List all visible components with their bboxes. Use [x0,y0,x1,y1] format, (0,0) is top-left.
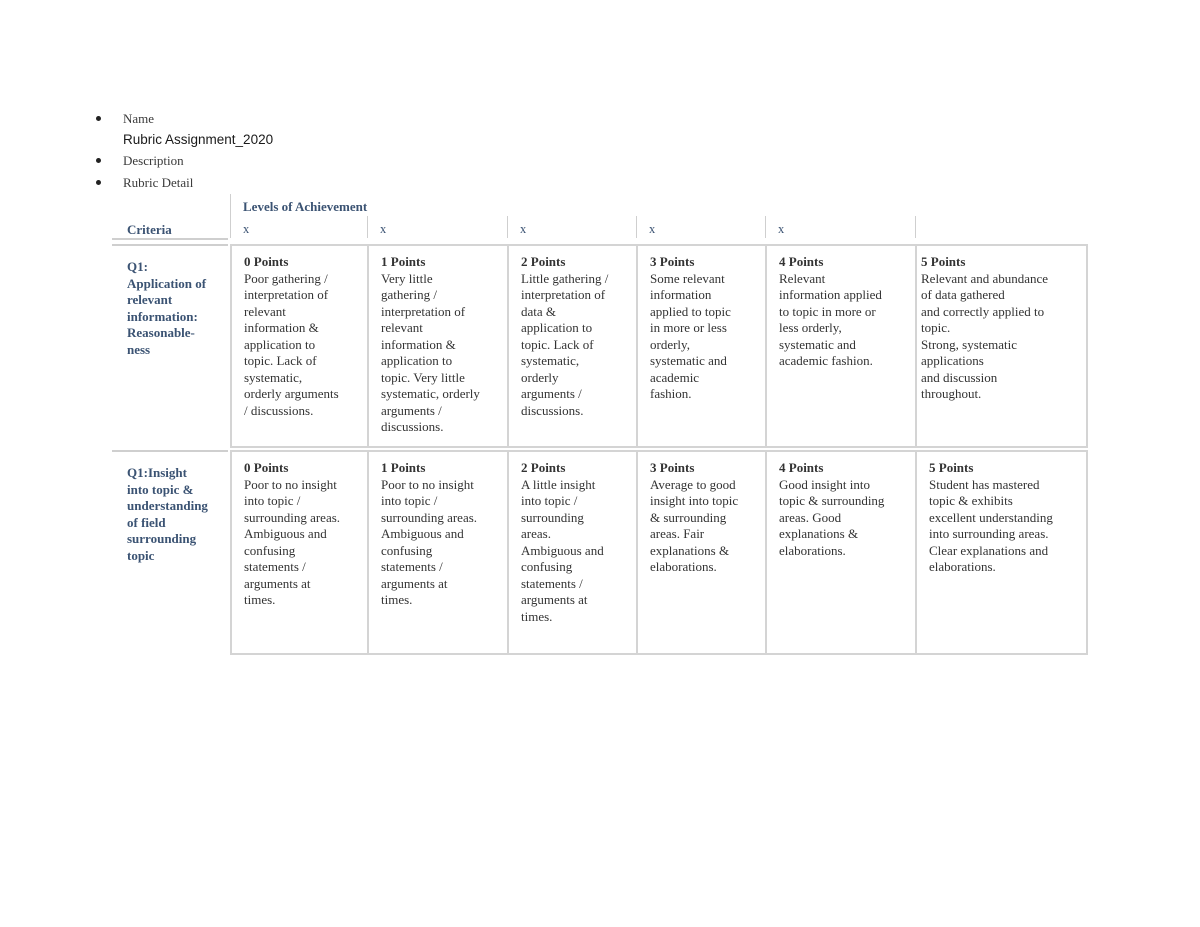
bullet-icon [96,116,101,121]
column-header-label: x [520,222,527,236]
level-description: Poor gathering / interpretation of relevant information & application to topic. Lack of systematic, orderly arguments / discussions. [244,270,339,418]
level-points: 0 Points [244,460,289,475]
level-description: Student has mastered topic & exhibits excellent understanding into surrounding areas. Clear explanations and elaborations. [929,476,1053,574]
level-points: 0 Points [244,254,289,269]
criteria-header-label: Criteria [127,222,172,237]
level-cell [636,244,765,448]
field-label: Name [123,111,155,126]
level-cell [230,244,367,448]
level-points: 2 Points [521,460,566,475]
level-description: Relevant and abundance of data gathered and correctly applied to topic. Strong, systematic applications and discussion throughout. [921,270,1049,401]
column-header [367,216,508,238]
level-description: Average to good insight into topic & surrounding areas. Fair explanations & elaborations. [650,476,739,574]
criterion-label: Q1:Insight into topic & understanding of field surrounding topic [112,450,228,655]
levels-header-label: Levels of Achievement [243,199,368,214]
field-list [93,108,273,194]
field-rubric-detail [93,172,273,194]
level-description: Little gathering / interpretation of data & application to topic. Lack of systematic, orderly arguments / discussions. [521,270,609,418]
column-header-label: x [649,222,656,236]
level-cell [765,244,915,448]
level-points: 2 Points [521,254,566,269]
field-label: Rubric Detail [123,175,194,190]
column-header-row [112,216,1088,240]
level-points: 5 Points [929,460,974,475]
bullet-icon [96,158,101,163]
levels-header [230,194,1089,216]
level-cell [367,450,507,655]
level-description: Good insight into topic & surrounding areas. Good explanations & elaborations. [779,476,885,558]
level-cell [230,450,367,655]
level-cell [367,244,507,448]
column-header-label: x [243,222,250,236]
column-header [230,216,368,238]
level-cell [636,450,765,655]
level-description: Very little gathering / interpretation of relevant information & application to topic. Very little systematic, orderly arguments / discussions. [381,270,480,434]
level-cell [915,244,1088,448]
column-header-label: x [778,222,785,236]
level-description: Relevant information applied to topic in more or less orderly, systematic and academic fashion. [779,270,882,368]
level-description: Poor to no insight into topic / surrounding areas. Ambiguous and confusing statements / arguments at times. [381,476,478,607]
level-cell [765,450,915,655]
level-points: 3 Points [650,254,695,269]
column-header [507,216,637,238]
level-cell [507,244,636,448]
bullet-icon [96,180,101,185]
level-points: 4 Points [779,460,824,475]
column-header-label: x [380,222,387,236]
level-description: Poor to no insight into topic / surrounding areas. Ambiguous and confusing statements / arguments at times. [244,476,341,607]
field-label: Description [123,153,184,168]
column-header [915,216,1089,238]
rubric-row [112,450,1088,655]
level-points: 3 Points [650,460,695,475]
level-points: 1 Points [381,254,426,269]
field-value: Rubric Assignment_2020 [123,132,274,147]
level-cell [915,450,1088,655]
criterion-label: Q1: Application of relevant information: Reasonable- ness [112,244,228,448]
level-points: 4 Points [779,254,824,269]
column-header [765,216,916,238]
level-points: 5 Points [921,254,966,269]
level-description: A little insight into topic / surrounding areas. Ambiguous and confusing statements / arguments at times. [521,476,604,624]
field-description [93,150,273,172]
rubric-row [112,244,1088,448]
level-cell [507,450,636,655]
level-points: 1 Points [381,460,426,475]
field-name [93,108,273,150]
column-header [636,216,766,238]
level-description: Some relevant information applied to topic in more or less orderly, systematic and academic fashion. [650,270,731,401]
criteria-header [112,216,228,240]
